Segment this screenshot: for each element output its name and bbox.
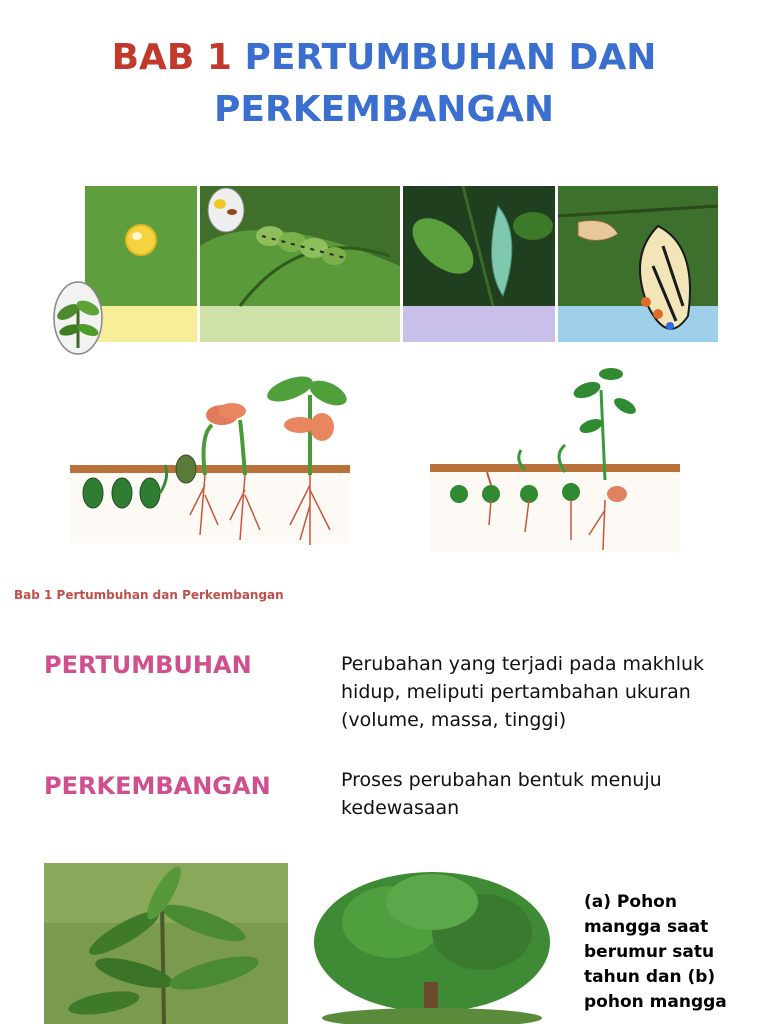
butterfly-panel	[558, 186, 718, 342]
term-perkembangan: PERKEMBANGAN	[44, 772, 271, 800]
caterpillar-panel	[200, 186, 400, 342]
definition-perkembangan	[341, 766, 662, 822]
title-line1: PERTUMBUHAN DAN	[244, 37, 657, 78]
plant-inset-icon	[46, 278, 110, 358]
section-label: Bab 1 Pertumbuhan dan Perkembangan	[14, 588, 284, 602]
title-prefix: BAB 1	[111, 37, 232, 78]
butterfly-lifecycle-image	[40, 180, 720, 360]
caption-line: mangga saat	[584, 917, 709, 937]
caption-line: berumur satu	[584, 942, 715, 962]
definition-line: Proses perubahan bentuk menuju	[341, 769, 662, 791]
photo-caption	[584, 890, 727, 1015]
term-pertumbuhan: PERTUMBUHAN	[44, 651, 252, 679]
definition-line: (volume, massa, tinggi)	[341, 709, 567, 731]
chrysalis-panel	[403, 186, 555, 342]
pea-germination-diagram	[425, 360, 685, 560]
page-title	[0, 32, 768, 136]
title-line2: PERKEMBANGAN	[214, 89, 554, 130]
definition-pertumbuhan	[341, 650, 704, 734]
definition-line: hidup, meliputi pertambahan ukuran	[341, 681, 691, 703]
caption-line: tahun dan (b)	[584, 967, 716, 987]
young-mango-tree-photo	[44, 863, 288, 1024]
definition-line: Perubahan yang terjadi pada makhluk	[341, 653, 705, 675]
caption-line: pohon mangga	[584, 992, 727, 1012]
small-caterpillar-inset-icon	[206, 186, 246, 236]
definition-line: kedewasaan	[341, 797, 460, 819]
mature-mango-tree-photo	[312, 862, 552, 1024]
caption-line: (a) Pohon	[584, 892, 677, 912]
bean-germination-diagram	[60, 365, 360, 550]
